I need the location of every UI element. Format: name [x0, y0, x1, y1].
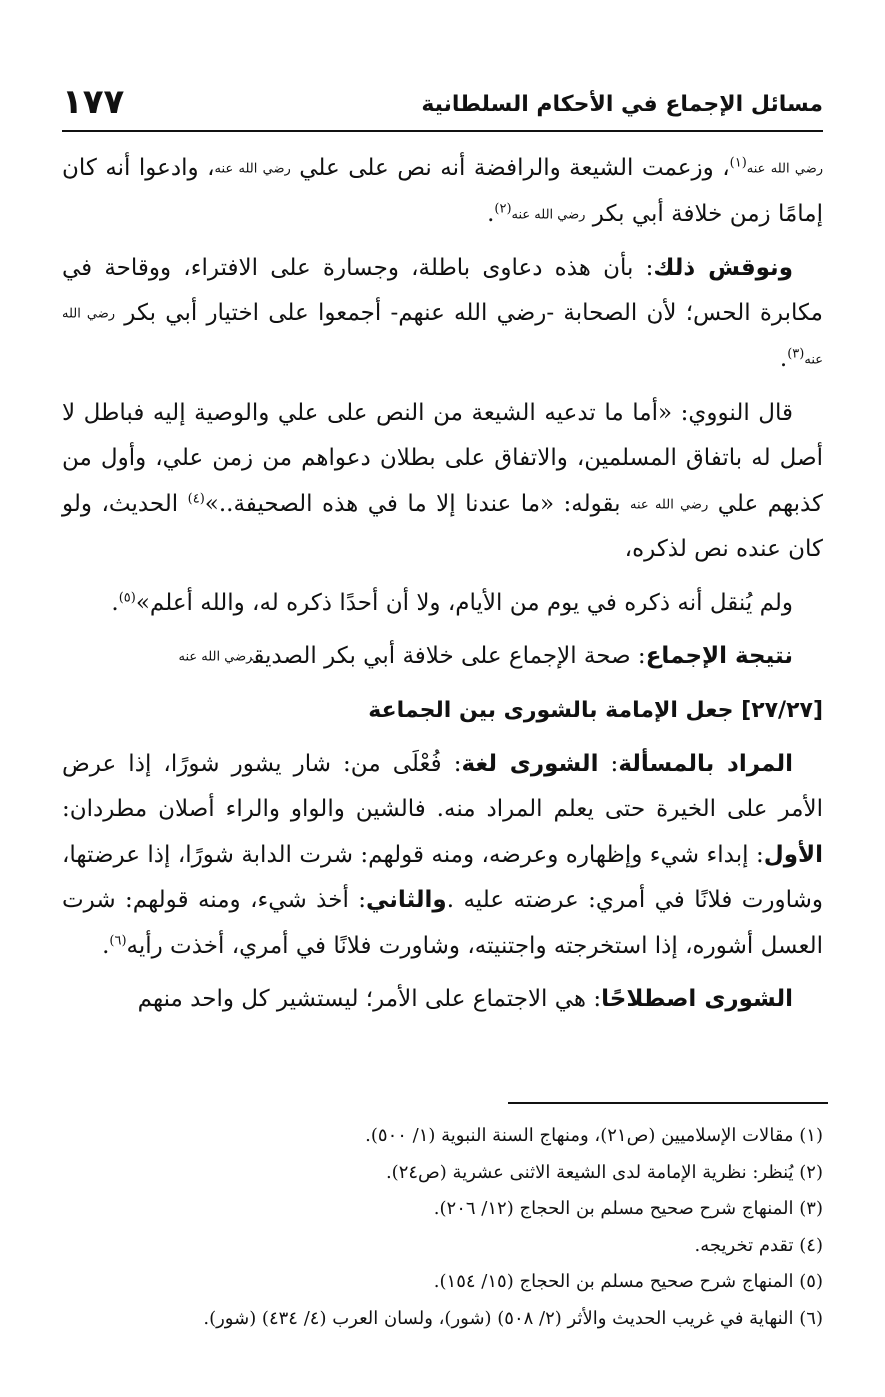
honorific: رضي الله عنه: [511, 207, 586, 222]
p7-text: : هي الاجتماع على الأمر؛ ليستشير كل واحد منهم: [137, 986, 602, 1012]
p3-text: قال النووي: «أما ما تدعيه الشيعة من النص على علي والوصية إليه فباطل لا أصل له باتفاق المسلمين، والاتفاق على بطلان دعواهم من زمن علي، وأول من كذبهم علي: [62, 399, 823, 517]
p5-label: نتيجة الإجماع: [645, 643, 793, 670]
p5-text: : صحة الإجماع على خلافة أبي بكر الصديق: [253, 643, 646, 670]
footnote-ref-1: (١): [729, 155, 747, 171]
honorific: رضي الله عنه: [746, 161, 824, 177]
p2-text: : بأن هذه دعاوى باطلة، وجسارة على الافتراء، ووقاحة في مكابرة الحس؛ لأن الصحابة -رضي الله عنهم- أجمعوا على اختيار أبي بكر: [62, 254, 823, 326]
p2-label: ونوقش ذلك: [653, 254, 793, 281]
footnote-3: (٣) المنهاج شرح صحيح مسلم بن الحجاج (١٢/ ٢٠٦).: [433, 1198, 823, 1219]
p6-sep: :: [598, 750, 619, 777]
honorific: رضي الله عنه: [178, 649, 254, 665]
p4-end: .: [111, 589, 119, 616]
paragraph-7: [62, 977, 823, 1023]
p6-label1: المراد بالمسألة: [618, 750, 793, 777]
paragraph-6: [62, 742, 823, 970]
page-header: [62, 78, 823, 132]
p6-end: .: [102, 932, 110, 959]
footnote-4: (٤) تقدم تخريجه.: [694, 1234, 823, 1256]
p1-text: ، وزعمت الشيعة والرافضة أنه نص على علي: [299, 155, 730, 181]
footnote-1: (١) مقالات الإسلاميين (ص٢١)، ومنهاج السنة النبوية (١/ ٥٠٠).: [365, 1125, 823, 1146]
paragraph-3: [62, 391, 823, 573]
paragraph-2: [62, 246, 823, 383]
honorific: رضي الله عنه: [630, 496, 709, 512]
footnote-ref-5: (٥): [118, 590, 136, 606]
honorific: رضي الله عنه: [62, 306, 823, 367]
paragraph-1: [62, 146, 823, 238]
p3-text3: الحديث، ولو كان عنده نص لذكره،: [62, 490, 823, 563]
honorific: رضي الله عنه: [214, 161, 291, 177]
p1-end: .: [487, 200, 495, 227]
footnote-2: (٢) يُنظر: نظرية الإمامة لدى الشيعة الاثنى عشرية (ص٢٤).: [385, 1161, 823, 1183]
paragraph-4: [62, 581, 823, 627]
footnote-ref-3: (٣): [787, 346, 805, 362]
running-title: مسائل الإجماع في الأحكام السلطانية: [421, 92, 823, 117]
footnote-6: (٦) النهاية في غريب الحديث والأثر (٢/ ٥٠٨) (شور)، ولسان العرب (٤/ ٤٣٤) (شور).: [203, 1307, 823, 1329]
page-number: ١٧٧: [62, 82, 125, 122]
p7-label: الشورى اصطلاحًا: [601, 986, 793, 1012]
p6-text3: : أخذ شيء، ومنه قولهم: شرت العسل أشوره، إذا استخرجته واجتنيته، وشاورت فلانًا في أمري، أخذت رأيه: [62, 887, 823, 959]
footnote-divider: [508, 1102, 828, 1104]
p4-text: ولم يُنقل أنه ذكره في يوم من الأيام، ولا أن أحدًا ذكره له، والله أعلم»: [135, 589, 793, 616]
p2-end: .: [779, 345, 788, 372]
p3-text2: بقوله: «ما عندنا إلا ما في هذه الصحيفة..»: [204, 490, 621, 517]
p1-text2: ، وادعوا أنه كان إمامًا زمن خلافة أبي بكر: [62, 155, 823, 227]
p6-text2: : إبداء شيء وإظهاره وعرضه، ومنه قولهم: شرت الدابة شورًا، إذا عرضتها، وشاورت فلانًا في أمري: عرضته عليه .: [62, 841, 823, 913]
section-heading: [٢٧/٢٧] جعل الإمامة بالشورى بين الجماعة: [368, 698, 823, 723]
footnotes: [62, 1118, 823, 1337]
footnote-ref-6: (٦): [109, 932, 127, 948]
p6-label2: الشورى لغة: [461, 750, 599, 777]
footnote-5: (٥) المنهاج شرح صحيح مسلم بن الحجاج (١٥/ ١٥٤).: [433, 1271, 823, 1292]
p6-text: : فُعْلَى من: شار يشور شورًا، إذا عرض الأمر على الخيرة حتى يعلم المراد منه. فالشين والواو والراء أصلان مطردان:: [62, 750, 823, 822]
main-text: [62, 146, 823, 1031]
footnote-ref-2: (٢): [494, 201, 512, 217]
p6-label4: والثاني: [365, 887, 447, 913]
p6-label3: الأول: [763, 841, 823, 868]
footnote-ref-4: (٤): [187, 490, 205, 506]
paragraph-5: [62, 634, 823, 680]
